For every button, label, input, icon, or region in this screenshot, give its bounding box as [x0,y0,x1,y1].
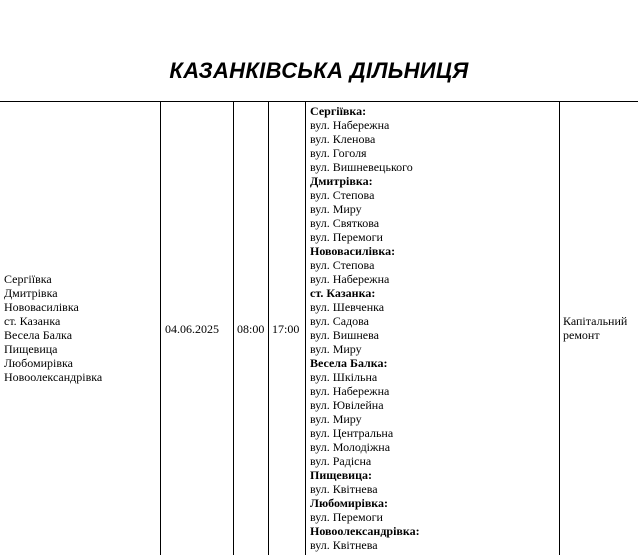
locality-heading: Новоолександрівка: [310,524,420,538]
street-item: вул. Молодіжна [310,440,391,454]
locality-heading: Нововасилівка: [310,244,396,258]
reason-cell: Капітальний ремонт [563,314,628,342]
settlement-item: Новоолександрівка [4,370,103,384]
street-item: вул. Миру [310,342,362,356]
street-item: вул. Квітнева [310,482,378,496]
street-item: вул. Набережна [310,272,390,286]
locality-heading: Пищевица: [310,468,373,482]
street-item: вул. Радісна [310,454,372,468]
locality-heading: Сергіївка: [310,104,367,118]
column-divider [160,102,161,555]
street-item: вул. Шевченка [310,300,385,314]
settlement-item: Весела Балка [4,328,73,342]
locality-heading: Дмитрівка: [310,174,373,188]
street-item: вул. Кленова [310,132,376,146]
settlement-item: Сергіївка [4,272,52,286]
streets-cell [310,104,555,552]
date-cell: 04.06.2025 [165,322,219,336]
street-item: вул. Гоголя [310,146,367,160]
street-item: вул. Степова [310,188,375,202]
settlement-item: ст. Казанка [4,314,61,328]
street-item: вул. Вишнева [310,328,379,342]
street-item: вул. Садова [310,314,369,328]
locality-heading: Любомирівка: [310,496,389,510]
street-item: вул. Миру [310,412,362,426]
column-divider [233,102,234,555]
street-item: вул. Шкільна [310,370,378,384]
street-item: вул. Набережна [310,118,390,132]
column-divider [559,102,560,555]
locality-heading: ст. Казанка: [310,286,376,300]
street-item: вул. Вишневецького [310,160,413,174]
settlement-item: Нововасилівка [4,300,79,314]
settlements-cell [4,272,159,384]
settlement-item: Пищевица [4,342,58,356]
street-item: вул. Степова [310,258,375,272]
settlement-item: Любомирівка [4,356,73,370]
column-divider [268,102,269,555]
street-item: вул. Квітнева [310,538,378,552]
column-divider [305,102,306,555]
street-item: вул. Центральна [310,426,394,440]
street-item: вул. Перемоги [310,510,383,524]
section-title: КАЗАНКІВСЬКА ДІЛЬНИЦЯ [169,58,469,83]
locality-heading: Весела Балка: [310,356,388,370]
outage-table [0,101,638,555]
street-item: вул. Святкова [310,216,380,230]
street-item: вул. Набережна [310,384,390,398]
street-item: вул. Перемоги [310,230,383,244]
street-item: вул. Миру [310,202,362,216]
settlement-item: Дмитрівка [4,286,58,300]
time-to-cell: 17:00 [272,322,300,336]
time-from-cell: 08:00 [237,322,265,336]
street-item: вул. Ювілейна [310,398,384,412]
